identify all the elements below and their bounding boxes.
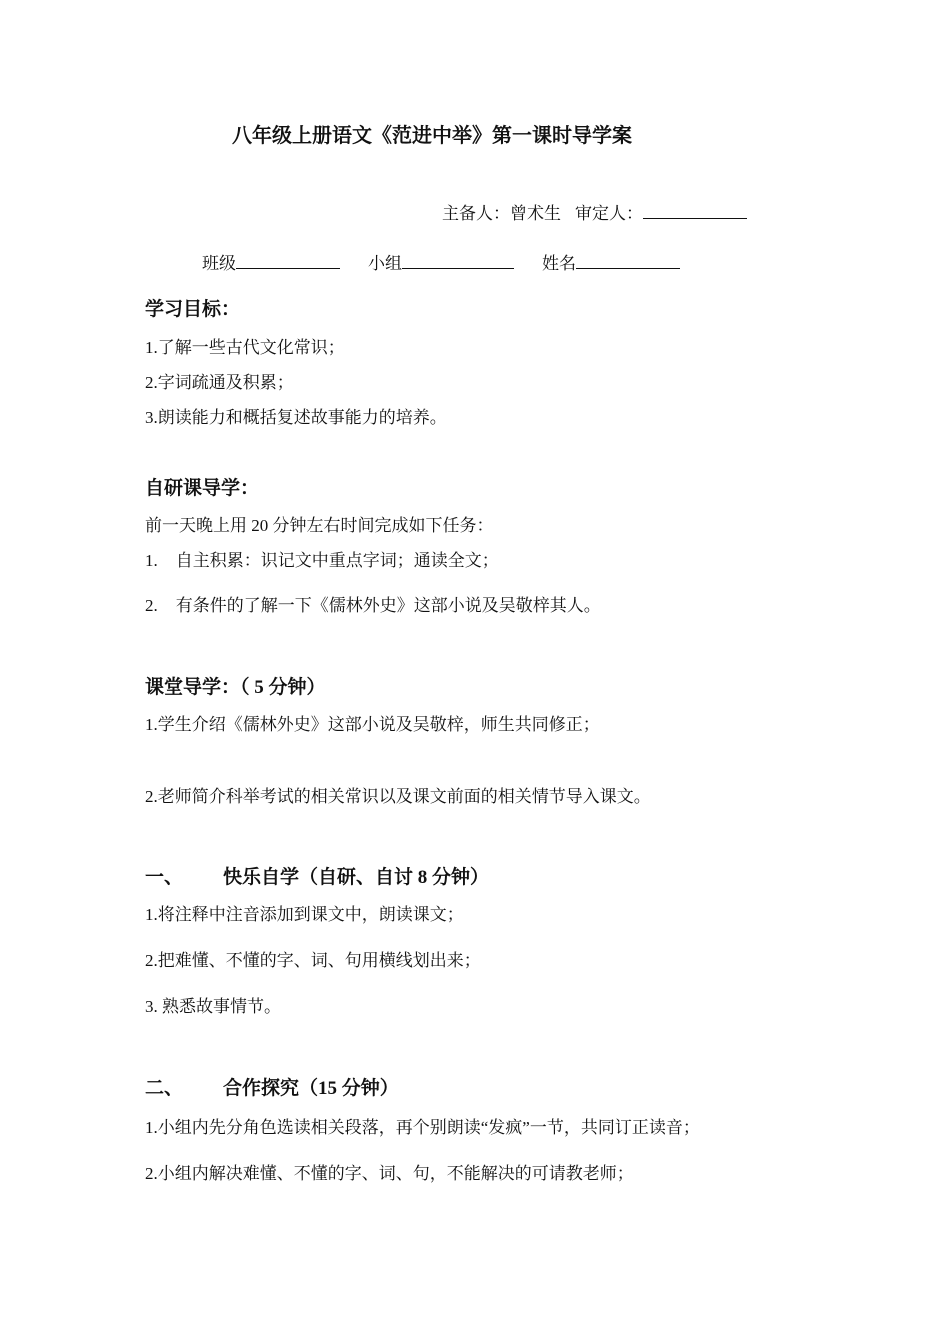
group-blank[interactable] <box>402 250 514 269</box>
author-line <box>442 200 747 226</box>
section-two-item: 1.小组内先分角色选读相关段落，再个别朗读“发疯”一节，共同订正读音； <box>145 1118 700 1137</box>
section-number: 一、 <box>145 867 184 888</box>
preparer-label: 主备人：曾术生 <box>442 204 561 223</box>
item-number: 2. <box>145 596 158 615</box>
self-study-item <box>145 549 499 573</box>
section-one-item: 3. 熟悉故事情节。 <box>145 997 281 1016</box>
goal-item: 3.朗读能力和概括复述故事能力的培养。 <box>145 408 447 427</box>
classroom-heading: 课堂导学：（ 5 分钟） <box>145 677 326 698</box>
section-two-item: 2.小组内解决难懂、不懂的字、词、句，不能解决的可请教老师； <box>145 1164 634 1183</box>
reviewer-label: 审定人： <box>575 204 643 223</box>
class-label: 班级 <box>202 254 236 273</box>
goals-heading: 学习目标： <box>145 299 241 320</box>
item-number: 1. <box>145 551 158 570</box>
self-study-item <box>145 594 601 618</box>
classroom-item: 2.老师简介科举考试的相关常识以及课文前面的相关情节导入课文。 <box>145 787 651 806</box>
section-title: 快乐自学（自研、自讨 8 分钟） <box>223 867 490 888</box>
item-text: 自主积累：识记文中重点字词；通读全文； <box>175 551 499 570</box>
section-title: 合作探究（15 分钟） <box>223 1078 399 1099</box>
student-info-line <box>202 250 680 276</box>
class-blank[interactable] <box>236 250 340 269</box>
name-blank[interactable] <box>576 250 680 269</box>
self-study-heading: 自研课导学： <box>145 478 260 499</box>
name-label: 姓名 <box>542 254 576 273</box>
section-one-heading <box>145 866 489 890</box>
section-two-heading <box>145 1077 399 1101</box>
reviewer-blank[interactable] <box>643 200 747 219</box>
section-number: 二、 <box>145 1078 184 1099</box>
section-one-item: 2.把难懂、不懂的字、词、句用横线划出来； <box>145 951 481 970</box>
group-label: 小组 <box>368 254 402 273</box>
item-text: 有条件的了解一下《儒林外史》这部小说及吴敬梓其人。 <box>175 596 601 615</box>
section-one-item: 1.将注释中注音添加到课文中，朗读课文； <box>145 905 464 924</box>
page-title: 八年级上册语文《范进中举》第一课时导学案 <box>232 125 632 147</box>
goal-item: 2.字词疏通及积累； <box>145 373 294 392</box>
classroom-item: 1.学生介绍《儒林外史》这部小说及吴敬梓，师生共同修正； <box>145 715 600 734</box>
self-study-intro: 前一天晚上用 20 分钟左右时间完成如下任务： <box>145 516 494 535</box>
goal-item: 1.了解一些古代文化常识； <box>145 338 345 357</box>
